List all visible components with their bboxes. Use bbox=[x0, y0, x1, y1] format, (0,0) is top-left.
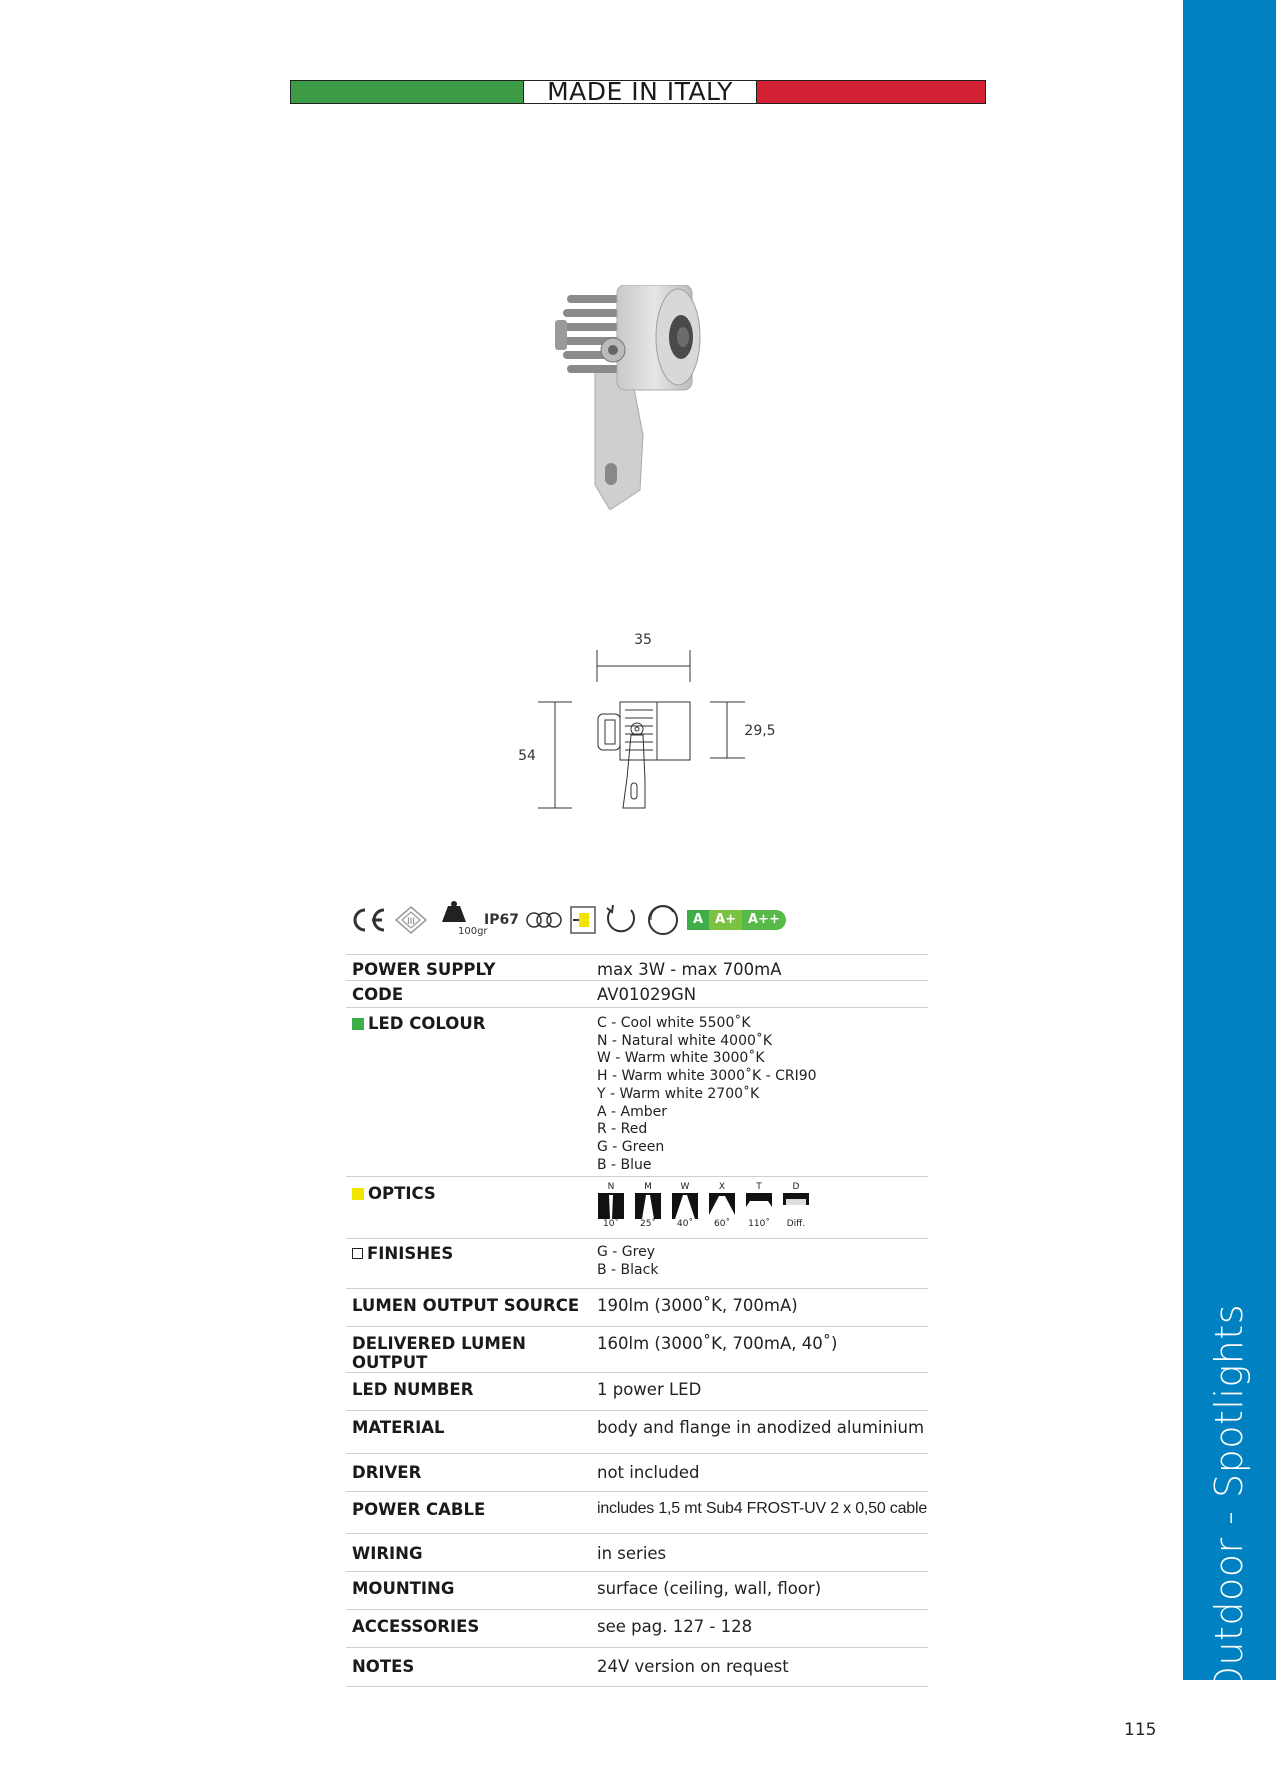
spec-value: surface (ceiling, wall, floor) bbox=[597, 1579, 822, 1598]
spec-row-accessories bbox=[346, 1610, 928, 1648]
spec-label: NOTES bbox=[352, 1657, 415, 1676]
optic-extra-wide bbox=[708, 1182, 736, 1230]
beam-25-icon bbox=[635, 1193, 661, 1219]
spec-row-power-cable bbox=[346, 1492, 928, 1534]
spec-label: CODE bbox=[352, 985, 404, 1004]
made-in-italy-text: MADE IN ITALY bbox=[524, 81, 757, 103]
spec-row-code bbox=[346, 981, 928, 1008]
spec-value: max 3W - max 700mA bbox=[597, 960, 782, 979]
spec-row-lumen-output-source bbox=[346, 1289, 928, 1327]
driver-icon bbox=[525, 909, 563, 931]
spec-value: not included bbox=[597, 1463, 700, 1482]
optic-medium bbox=[634, 1182, 662, 1230]
spec-row-led-colour bbox=[346, 1008, 928, 1177]
ip67-icon bbox=[484, 912, 519, 928]
optic-diffused bbox=[782, 1182, 810, 1230]
spec-value: 190lm (3000˚K, 700mA) bbox=[597, 1296, 798, 1315]
spec-row-mounting bbox=[346, 1572, 928, 1610]
spec-table bbox=[346, 954, 928, 1687]
optic-flood bbox=[745, 1182, 773, 1230]
category-sideband bbox=[1183, 0, 1276, 1697]
empty-square-icon bbox=[352, 1248, 363, 1259]
spec-row-driver bbox=[346, 1454, 928, 1492]
spec-row-power-supply bbox=[346, 955, 928, 981]
led-colour-option: R - Red bbox=[597, 1121, 648, 1138]
energy-class-a: A bbox=[687, 910, 709, 930]
green-square-icon bbox=[352, 1018, 364, 1030]
rotation-360-icon bbox=[603, 902, 639, 938]
optic-angle: 60˚ bbox=[714, 1219, 730, 1229]
flag-green-band bbox=[291, 81, 524, 103]
spec-label: LUMEN OUTPUT SOURCE bbox=[352, 1296, 580, 1315]
spec-label: POWER CABLE bbox=[352, 1500, 486, 1519]
spec-row-finishes bbox=[346, 1239, 928, 1289]
beam-60-icon bbox=[709, 1193, 735, 1219]
spec-value: includes 1,5 mt Sub4 FROST-UV 2 x 0,50 cable bbox=[597, 1500, 928, 1517]
certification-icons bbox=[350, 900, 786, 940]
energy-class-badge bbox=[687, 910, 786, 930]
optics-grid bbox=[597, 1182, 928, 1230]
spec-value: 24V version on request bbox=[597, 1657, 789, 1676]
optic-code: X bbox=[718, 1182, 726, 1192]
optic-code: M bbox=[644, 1182, 652, 1192]
spec-value: 1 power LED bbox=[597, 1380, 702, 1399]
spec-row-delivered-lumen-output bbox=[346, 1327, 928, 1373]
optic-narrow bbox=[597, 1182, 625, 1230]
made-in-italy-banner bbox=[290, 77, 986, 106]
product-photo bbox=[555, 285, 745, 510]
spec-label: POWER SUPPLY bbox=[352, 960, 496, 979]
energy-class-a-plusplus: A++ bbox=[742, 910, 786, 930]
led-colour-option: C - Cool white 5500˚K bbox=[597, 1015, 751, 1031]
page-number: 115 bbox=[1124, 1720, 1157, 1740]
spec-label: DELIVERED LUMEN OUTPUT bbox=[352, 1334, 526, 1372]
optic-angle: 10˚ bbox=[603, 1219, 619, 1229]
beam-40-icon bbox=[672, 1193, 698, 1219]
spec-row-optics bbox=[346, 1177, 928, 1239]
optic-angle: 110˚ bbox=[748, 1219, 770, 1229]
optic-code: N bbox=[607, 1182, 615, 1192]
finish-option: B - Black bbox=[597, 1261, 659, 1278]
spec-row-led-number bbox=[346, 1373, 928, 1411]
spec-value: see pag. 127 - 128 bbox=[597, 1617, 753, 1636]
led-colour-option: A - Amber bbox=[597, 1103, 667, 1120]
weight-label: 100gr bbox=[458, 926, 488, 937]
spec-row-wiring bbox=[346, 1534, 928, 1572]
yellow-square-icon bbox=[352, 1188, 364, 1200]
energy-class-a-plus: A+ bbox=[709, 910, 742, 930]
optic-code: T bbox=[756, 1182, 762, 1192]
dim-width-label: 35 bbox=[634, 632, 652, 648]
flag-red-band bbox=[757, 81, 985, 103]
dimmable-icon bbox=[569, 905, 597, 935]
category-title: Outdoor - Spotlights bbox=[1207, 1303, 1251, 1697]
optic-code: W bbox=[680, 1182, 690, 1192]
spec-label: LED COLOUR bbox=[368, 1014, 486, 1033]
spec-label: DRIVER bbox=[352, 1463, 422, 1482]
spec-value: AV01029GN bbox=[597, 985, 697, 1004]
optic-code: D bbox=[792, 1182, 800, 1192]
finish-option: G - Grey bbox=[597, 1244, 655, 1260]
spec-value: 160lm (3000˚K, 700mA, 40˚) bbox=[597, 1334, 838, 1353]
led-colour-option: H - Warm white 3000˚K - CRI90 bbox=[597, 1068, 817, 1085]
class-iii-icon bbox=[394, 905, 428, 935]
spec-row-material bbox=[346, 1411, 928, 1454]
spec-label: LED NUMBER bbox=[352, 1380, 474, 1399]
beam-10-icon bbox=[598, 1193, 624, 1219]
optic-angle: Diff. bbox=[786, 1219, 806, 1229]
optic-wide bbox=[671, 1182, 699, 1230]
spec-label: ACCESSORIES bbox=[352, 1617, 480, 1636]
optic-angle: 25˚ bbox=[640, 1219, 656, 1229]
spec-value: body and flange in anodized aluminium bbox=[597, 1418, 925, 1437]
spec-label: FINISHES bbox=[367, 1244, 454, 1263]
spec-label: MATERIAL bbox=[352, 1418, 445, 1437]
dim-height-label: 54 bbox=[518, 748, 536, 764]
ce-mark-icon bbox=[350, 907, 388, 933]
led-colour-option: W - Warm white 3000˚K bbox=[597, 1050, 765, 1067]
spec-label: MOUNTING bbox=[352, 1579, 455, 1598]
led-colour-option: N - Natural white 4000˚K bbox=[597, 1032, 773, 1049]
dim-head-label: 29,5 bbox=[744, 723, 776, 739]
led-colour-option: B - Blue bbox=[597, 1156, 652, 1173]
dimension-drawing bbox=[505, 630, 785, 820]
spec-row-notes bbox=[346, 1648, 928, 1687]
beam-110-icon bbox=[746, 1193, 772, 1219]
ip-label: IP67 bbox=[484, 912, 519, 928]
spec-value: in series bbox=[597, 1544, 667, 1563]
led-colour-option: G - Green bbox=[597, 1138, 665, 1155]
spec-label: WIRING bbox=[352, 1544, 423, 1563]
svg-text:III: III bbox=[407, 917, 415, 927]
led-colour-option: Y - Warm white 2700˚K bbox=[597, 1085, 760, 1102]
beam-diffused-icon bbox=[783, 1193, 809, 1219]
spec-label: OPTICS bbox=[368, 1184, 436, 1203]
optic-angle: 40˚ bbox=[677, 1219, 693, 1229]
weight-icon bbox=[434, 900, 488, 940]
tilt-icon bbox=[645, 902, 681, 938]
